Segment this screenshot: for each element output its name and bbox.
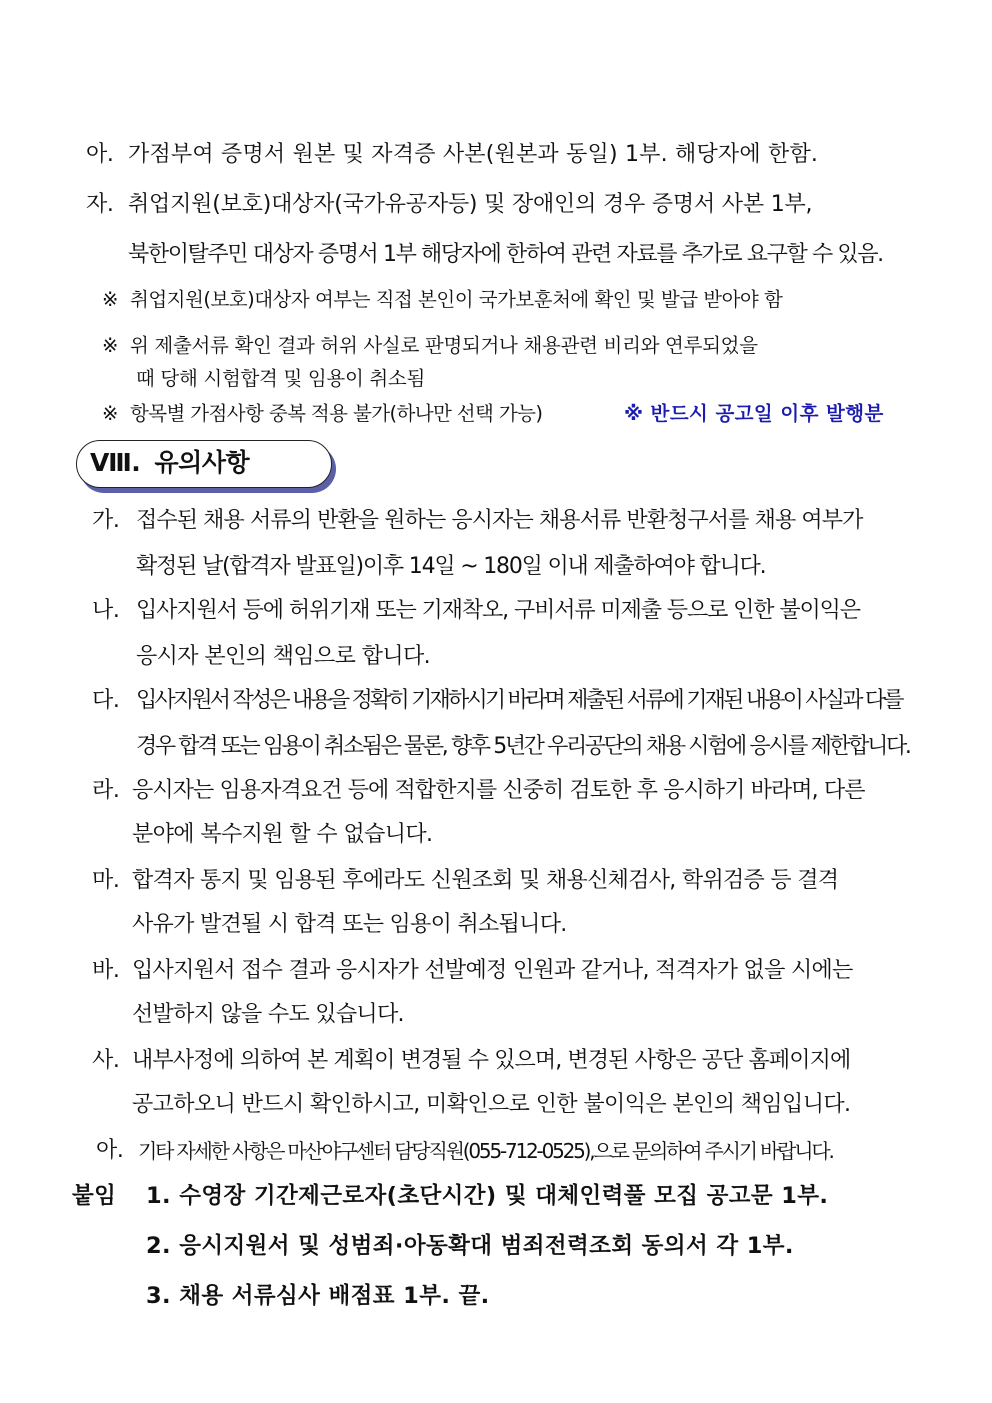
section-title: 유의사항 (154, 448, 250, 477)
item-text: 접수된 채용 서류의 반환을 원하는 응시자는 채용서류 반환청구서를 채용 여부가 (136, 508, 863, 533)
note-symbol: ※ (102, 288, 119, 311)
item-marker: 라. (92, 778, 120, 803)
item-text: 공고하오니 반드시 확인하시고, 미확인으로 인한 불이익은 본인의 책임입니다. (132, 1092, 851, 1117)
item-text: 북한이탈주민 대상자 증명서 1부 해당자에 한하여 관련 자료를 추가로 요구할 수 있음. (128, 242, 883, 267)
item-marker: 아. (86, 142, 114, 167)
item-text: 취업지원(보호)대상자(국가유공자등) 및 장애인의 경우 증명서 사본 1부, (128, 192, 813, 217)
note-text: 위 제출서류 확인 결과 허위 사실로 판명되거나 채용관련 비리와 연루되었을 (130, 334, 758, 357)
item-text: 분야에 복수지원 할 수 없습니다. (132, 822, 433, 847)
item-text: 가점부여 증명서 원본 및 자격증 사본(원본과 동일) 1부. 해당자에 한함. (128, 142, 819, 167)
note-text: 때 당해 시험합격 및 임용이 취소됨 (136, 367, 426, 390)
section-number: Ⅷ. (90, 448, 141, 477)
attachment-item: 1. 수영장 기간제근로자(초단시간) 및 대체인력풀 모집 공고문 1부. (146, 1183, 829, 1209)
item-text: 입사지원서 접수 결과 응시자가 선발예정 인원과 같거나, 적격자가 없을 시에는 (132, 958, 853, 983)
item-text: 확정된 날(합격자 발표일)이후 14일 ~ 180일 이내 제출하여야 합니다. (136, 554, 766, 579)
attachment-item: 2. 응시지원서 및 성범죄·아동확대 범죄전력조회 동의서 각 1부. (146, 1233, 794, 1259)
item-text: 응시자 본인의 책임으로 합니다. (136, 644, 431, 669)
note-text: 취업지원(보호)대상자 여부는 직접 본인이 국가보훈처에 확인 및 발급 받아야 함 (130, 288, 783, 311)
item-marker: 자. (86, 192, 114, 217)
item-marker: 사. (92, 1048, 120, 1073)
item-marker: 마. (92, 868, 120, 893)
section-heading (90, 446, 249, 480)
item-text: 입사지원서 등에 허위기재 또는 기재착오, 구비서류 미제출 등으로 인한 불이익은 (136, 598, 860, 623)
item-marker: 바. (92, 958, 120, 983)
item-text: 사유가 발견될 시 합격 또는 임용이 취소됩니다. (132, 912, 567, 937)
attachment-item: 3. 채용 서류심사 배점표 1부. 끝. (146, 1283, 490, 1309)
item-text: 내부사정에 의하여 본 계획이 변경될 수 있으며, 변경된 사항은 공단 홈페이지에 (132, 1048, 851, 1073)
note-symbol: ※ (102, 402, 119, 425)
item-text: 응시자는 임용자격요건 등에 적합한지를 신중히 검토한 후 응시하기 바라며, 다른 (132, 778, 865, 803)
item-text: 선발하지 않을 수도 있습니다. (132, 1002, 404, 1027)
item-text: 입사지원서 작성은 내용을 정확히 기재하시기 바라며 제출된 서류에 기재된 내용이 사실과 다를 (136, 688, 902, 713)
item-text: 합격자 통지 및 임용된 후에라도 신원조회 및 채용신체검사, 학위검증 등 결격 (132, 868, 839, 893)
item-text: 경우 합격 또는 임용이 취소됨은 물론, 향후 5년간 우리공단의 채용 시험에 응시를 제한합니다. (136, 734, 910, 759)
note-symbol: ※ (102, 334, 119, 357)
item-text: 기타 자세한 사항은 마산야구센터 담당직원(055-712-0525),으로 문의하여 주시기 바랍니다. (138, 1139, 833, 1163)
item-marker: 아. (96, 1138, 124, 1163)
item-marker: 가. (92, 508, 120, 533)
item-marker: 다. (92, 688, 120, 713)
item-marker: 나. (92, 598, 120, 623)
note-text: 항목별 가점사항 중복 적용 불가(하나만 선택 가능) (130, 402, 543, 425)
note-highlight: ※ 반드시 공고일 이후 발행분 (624, 402, 884, 425)
attachments-label: 붙임 (72, 1183, 117, 1209)
